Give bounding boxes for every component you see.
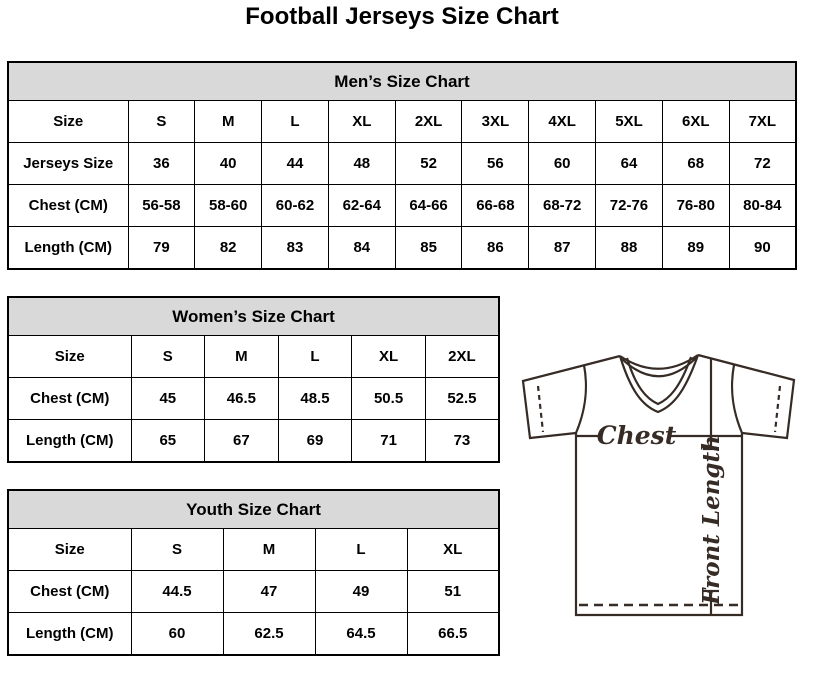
value-cell: 56-58: [128, 185, 195, 227]
section-header-row: [8, 490, 499, 529]
value-cell: XL: [328, 101, 395, 143]
value-cell: 6XL: [662, 101, 729, 143]
value-cell: 90: [729, 227, 796, 270]
value-cell: 4XL: [529, 101, 596, 143]
value-cell: 72: [729, 143, 796, 185]
row-label-cell: Size: [8, 529, 131, 571]
value-cell: 3XL: [462, 101, 529, 143]
value-cell: 66-68: [462, 185, 529, 227]
value-cell: 68-72: [529, 185, 596, 227]
section-header-row: [8, 62, 796, 101]
value-cell: L: [262, 101, 329, 143]
section-header: Youth Size Chart: [8, 490, 499, 529]
left-armhole-seam: [576, 365, 586, 433]
left-sleeve-dashed-line: [538, 386, 543, 432]
value-cell: 45: [131, 378, 205, 420]
table-row: [8, 378, 499, 420]
page-title: Football Jerseys Size Chart: [245, 3, 559, 30]
value-cell: 66.5: [407, 613, 499, 656]
value-cell: 84: [328, 227, 395, 270]
value-cell: 50.5: [352, 378, 426, 420]
value-cell: M: [223, 529, 315, 571]
value-cell: 64-66: [395, 185, 462, 227]
value-cell: 5XL: [596, 101, 663, 143]
value-cell: 65: [131, 420, 205, 463]
value-cell: 62-64: [328, 185, 395, 227]
value-cell: 73: [425, 420, 499, 463]
value-cell: XL: [352, 336, 426, 378]
table-row: [8, 227, 796, 270]
value-cell: S: [128, 101, 195, 143]
value-cell: L: [278, 336, 352, 378]
row-label-cell: Chest (CM): [8, 571, 131, 613]
value-cell: 79: [128, 227, 195, 270]
value-cell: 56: [462, 143, 529, 185]
right-armhole-seam: [732, 365, 742, 433]
table-row: [8, 185, 796, 227]
jersey-measurement-diagram: [510, 330, 816, 675]
value-cell: 80-84: [729, 185, 796, 227]
value-cell: L: [315, 529, 407, 571]
value-cell: 71: [352, 420, 426, 463]
value-cell: 60: [131, 613, 223, 656]
value-cell: 52.5: [425, 378, 499, 420]
row-label-cell: Size: [8, 336, 131, 378]
value-cell: 2XL: [395, 101, 462, 143]
value-cell: S: [131, 529, 223, 571]
value-cell: 58-60: [195, 185, 262, 227]
value-cell: 60-62: [262, 185, 329, 227]
value-cell: 83: [262, 227, 329, 270]
table-row: [8, 571, 499, 613]
value-cell: 62.5: [223, 613, 315, 656]
value-cell: 88: [596, 227, 663, 270]
mens-size-chart-table: [7, 61, 797, 270]
table-row: [8, 420, 499, 463]
youth-size-chart-table: [7, 489, 500, 656]
section-header-row: [8, 297, 499, 336]
table-row: [8, 101, 796, 143]
row-label-cell: Chest (CM): [8, 378, 131, 420]
row-label-cell: Size: [8, 101, 128, 143]
value-cell: 82: [195, 227, 262, 270]
value-cell: 47: [223, 571, 315, 613]
value-cell: 85: [395, 227, 462, 270]
value-cell: 2XL: [425, 336, 499, 378]
value-cell: 7XL: [729, 101, 796, 143]
value-cell: 44.5: [131, 571, 223, 613]
table-row: [8, 613, 499, 656]
womens-size-chart-table: [7, 296, 500, 463]
table-row: [8, 143, 796, 185]
value-cell: 40: [195, 143, 262, 185]
table-row: [8, 336, 499, 378]
value-cell: 46.5: [205, 378, 279, 420]
value-cell: 64: [596, 143, 663, 185]
row-label-cell: Length (CM): [8, 227, 128, 270]
section-header: Women’s Size Chart: [8, 297, 499, 336]
value-cell: M: [205, 336, 279, 378]
value-cell: XL: [407, 529, 499, 571]
value-cell: 52: [395, 143, 462, 185]
value-cell: 67: [205, 420, 279, 463]
chest-label: Chest: [596, 421, 677, 450]
value-cell: 87: [529, 227, 596, 270]
value-cell: M: [195, 101, 262, 143]
value-cell: 72-76: [596, 185, 663, 227]
right-sleeve-dashed-line: [775, 386, 780, 432]
value-cell: 76-80: [662, 185, 729, 227]
value-cell: 48.5: [278, 378, 352, 420]
section-header: Men’s Size Chart: [8, 62, 796, 101]
value-cell: 60: [529, 143, 596, 185]
value-cell: S: [131, 336, 205, 378]
front-length-label: Front Length: [698, 435, 725, 605]
value-cell: 86: [462, 227, 529, 270]
value-cell: 68: [662, 143, 729, 185]
value-cell: 36: [128, 143, 195, 185]
value-cell: 49: [315, 571, 407, 613]
row-label-cell: Jerseys Size: [8, 143, 128, 185]
value-cell: 89: [662, 227, 729, 270]
row-label-cell: Length (CM): [8, 420, 131, 463]
table-row: [8, 529, 499, 571]
row-label-cell: Length (CM): [8, 613, 131, 656]
row-label-cell: Chest (CM): [8, 185, 128, 227]
value-cell: 48: [328, 143, 395, 185]
value-cell: 69: [278, 420, 352, 463]
jersey-icon: [510, 330, 816, 675]
value-cell: 51: [407, 571, 499, 613]
value-cell: 64.5: [315, 613, 407, 656]
value-cell: 44: [262, 143, 329, 185]
